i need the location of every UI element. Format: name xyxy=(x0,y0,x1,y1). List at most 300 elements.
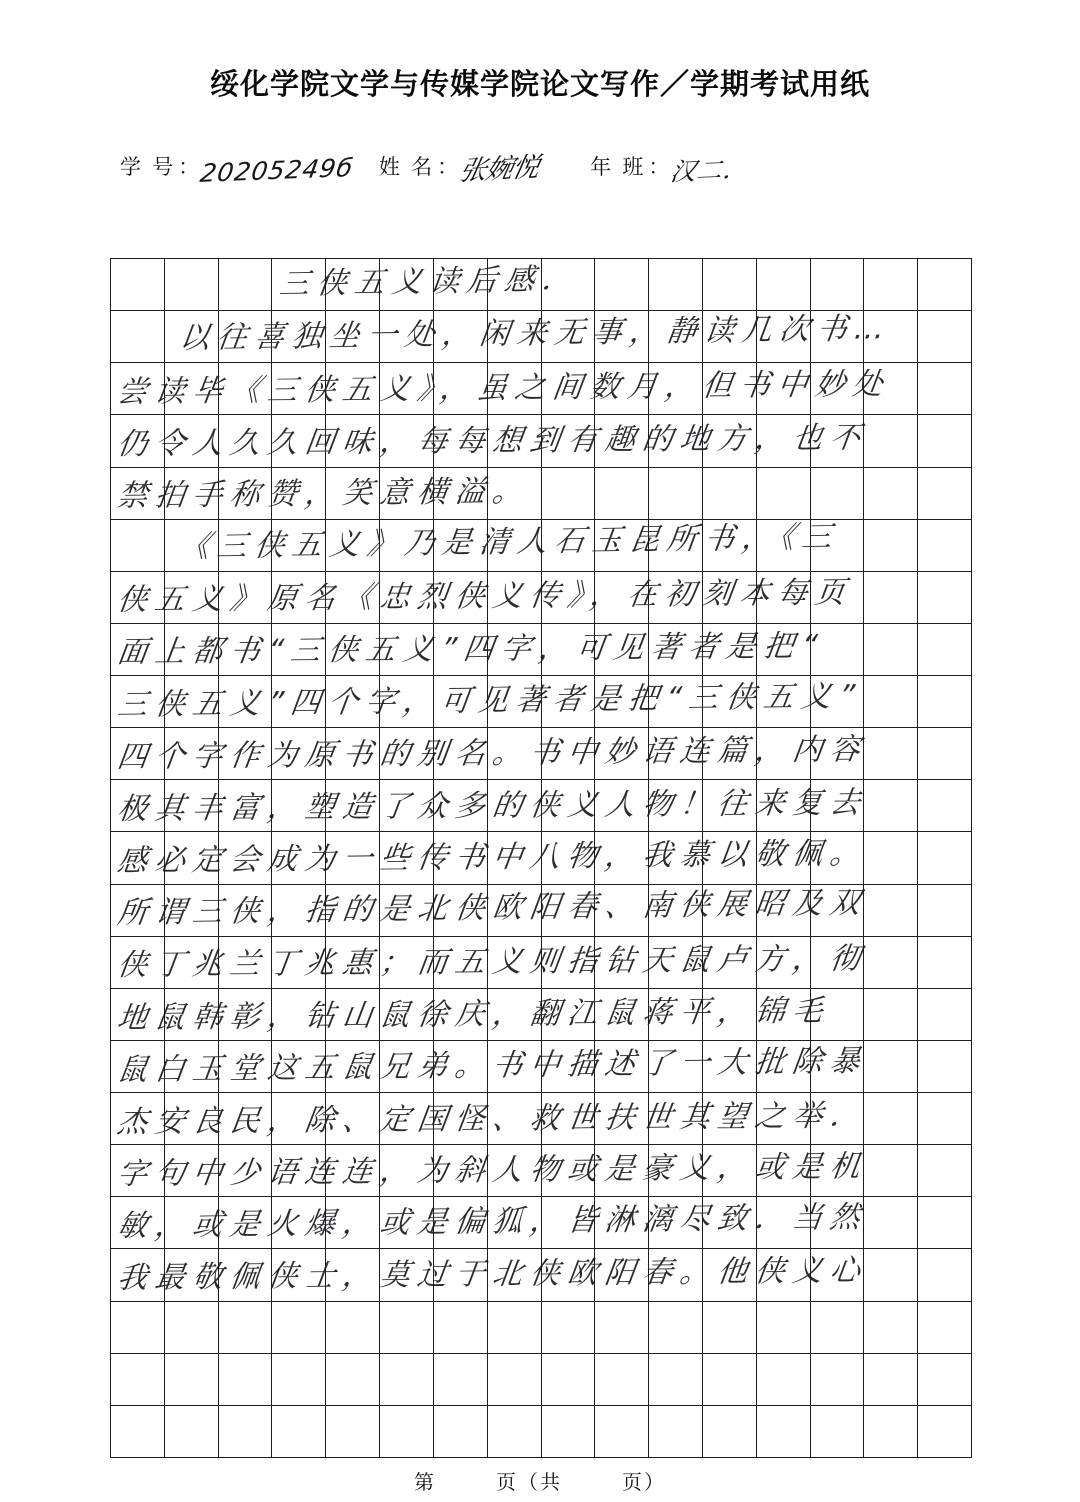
grid-cell xyxy=(918,884,972,936)
student-id-colon: ： xyxy=(178,155,200,179)
grid-cell xyxy=(595,311,649,363)
grid-cell xyxy=(702,780,756,832)
grid-cell xyxy=(756,1040,810,1092)
handwriting-line: 《三侠五义》乃是清人石玉昆所书，《三 xyxy=(177,519,842,565)
grid-cell xyxy=(810,988,864,1040)
grid-cell xyxy=(810,1405,864,1457)
grid-cell xyxy=(864,571,918,623)
grid-cell xyxy=(649,415,703,467)
grid-cell xyxy=(702,363,756,415)
grid-cell xyxy=(756,676,810,728)
grid-cell xyxy=(433,676,487,728)
grid-cell xyxy=(487,311,541,363)
grid-cell xyxy=(272,936,326,988)
grid-cell xyxy=(111,623,165,675)
grid-cell xyxy=(541,259,595,311)
grid-cell xyxy=(595,728,649,780)
grid-cell xyxy=(111,1145,165,1197)
grid-cell xyxy=(218,780,272,832)
grid-cell xyxy=(164,1249,218,1301)
grid-cell xyxy=(649,259,703,311)
grid-cell xyxy=(111,311,165,363)
grid-cell xyxy=(487,988,541,1040)
grid-row xyxy=(111,936,972,988)
grid-cell xyxy=(756,1145,810,1197)
grid-cell xyxy=(918,936,972,988)
handwriting-line: 鼠白玉堂这五鼠兄弟。书中描述了一大批除暴 xyxy=(115,1043,870,1088)
grid-cell xyxy=(164,259,218,311)
grid-cell xyxy=(810,728,864,780)
grid-cell xyxy=(702,1093,756,1145)
grid-cell xyxy=(111,467,165,519)
grid-cell xyxy=(218,467,272,519)
grid-cell xyxy=(918,363,972,415)
grid-cell xyxy=(111,259,165,311)
grid-cell xyxy=(702,832,756,884)
grid-cell xyxy=(595,259,649,311)
grid-cell xyxy=(380,519,434,571)
grid-cell xyxy=(218,1405,272,1457)
grid-cell xyxy=(326,415,380,467)
grid-cell xyxy=(756,571,810,623)
handwriting-line: 我最敬佩侠士，莫过于北侠欧阳春。他侠义心 xyxy=(115,1253,870,1297)
grid-cell xyxy=(272,623,326,675)
handwriting-line: 感必定会成为一些传书中八物，我慕以敬佩。 xyxy=(115,836,870,880)
grid-row xyxy=(111,1093,972,1145)
grid-cell xyxy=(702,311,756,363)
grid-cell xyxy=(272,571,326,623)
grid-cell xyxy=(756,623,810,675)
grid-cell xyxy=(433,1301,487,1353)
grid-cell xyxy=(111,1249,165,1301)
grid-cell xyxy=(326,1301,380,1353)
grid-cell xyxy=(326,571,380,623)
grid-cell xyxy=(756,1353,810,1405)
grid-row xyxy=(111,1353,972,1405)
grid-cell xyxy=(380,467,434,519)
grid-cell xyxy=(380,1353,434,1405)
grid-cell xyxy=(864,259,918,311)
grid-cell xyxy=(702,1353,756,1405)
grid-cell xyxy=(918,988,972,1040)
grid-cell xyxy=(272,988,326,1040)
grid-cell xyxy=(649,1353,703,1405)
grid-cell xyxy=(756,415,810,467)
grid-cell xyxy=(487,1353,541,1405)
grid-cell xyxy=(380,728,434,780)
grid-cell xyxy=(380,363,434,415)
grid-cell xyxy=(272,728,326,780)
grid-cell xyxy=(164,1197,218,1249)
grid-cell xyxy=(380,1249,434,1301)
grid-cell xyxy=(864,884,918,936)
grid-cell xyxy=(164,1301,218,1353)
grid-cell xyxy=(918,780,972,832)
grid-cell xyxy=(164,363,218,415)
handwriting-line: 尝读毕《三侠五义》，虽之间数月，但书中妙处 xyxy=(115,366,893,410)
grid-cell xyxy=(164,571,218,623)
grid-cell xyxy=(272,415,326,467)
grid-cell xyxy=(541,676,595,728)
grid-cell xyxy=(272,519,326,571)
grid-cell xyxy=(702,1405,756,1457)
handwriting-line: 侠丁兆兰丁兆惠；而五义则指钻天鼠卢方，彻 xyxy=(115,941,870,984)
grid-cell xyxy=(487,1145,541,1197)
grid-cell xyxy=(326,1405,380,1457)
grid-cell xyxy=(595,1197,649,1249)
grid-row xyxy=(111,676,972,728)
grid-cell xyxy=(918,1145,972,1197)
grid-cell xyxy=(595,1249,649,1301)
grid-cell xyxy=(326,467,380,519)
grid-cell xyxy=(756,832,810,884)
grid-cell xyxy=(756,519,810,571)
grid-cell xyxy=(380,1197,434,1249)
grid-cell xyxy=(756,1249,810,1301)
grid-cell xyxy=(810,780,864,832)
grid-cell xyxy=(433,519,487,571)
grid-cell xyxy=(756,780,810,832)
grid-cell xyxy=(433,1405,487,1457)
grid-cell xyxy=(649,728,703,780)
grid-cell xyxy=(756,259,810,311)
grid-cell xyxy=(487,259,541,311)
grid-cell xyxy=(164,884,218,936)
grid-cell xyxy=(595,623,649,675)
grid-cell xyxy=(810,1093,864,1145)
grid-cell xyxy=(326,1093,380,1145)
grid-cell xyxy=(272,832,326,884)
grid-row xyxy=(111,467,972,519)
grid-cell xyxy=(218,415,272,467)
grid-cell xyxy=(164,311,218,363)
grid-cell xyxy=(918,571,972,623)
grid-cell xyxy=(702,259,756,311)
grid-cell xyxy=(649,311,703,363)
grid-cell xyxy=(702,571,756,623)
footer-middle: 页（共 xyxy=(496,1472,562,1494)
grid-cell xyxy=(810,1145,864,1197)
grid-cell xyxy=(541,1145,595,1197)
grid-cell xyxy=(272,1301,326,1353)
grid-cell xyxy=(433,780,487,832)
grid-cell xyxy=(433,467,487,519)
grid-cell xyxy=(864,311,918,363)
grid-cell xyxy=(649,467,703,519)
grid-cell xyxy=(111,884,165,936)
grid-cell xyxy=(433,363,487,415)
student-info-row xyxy=(0,139,1080,188)
grid-cell xyxy=(487,1405,541,1457)
grid-cell xyxy=(864,415,918,467)
grid-cell xyxy=(326,1249,380,1301)
grid-cell xyxy=(487,780,541,832)
grid-row xyxy=(111,832,972,884)
grid-cell xyxy=(756,1093,810,1145)
grid-cell xyxy=(111,832,165,884)
grid-cell xyxy=(810,1197,864,1249)
grid-cell xyxy=(218,884,272,936)
grid-cell xyxy=(218,1197,272,1249)
grid-cell xyxy=(272,780,326,832)
grid-cell xyxy=(272,467,326,519)
grid-cell xyxy=(649,884,703,936)
grid-cell xyxy=(649,519,703,571)
grid-cell xyxy=(918,1197,972,1249)
student-name-value: 张婉悦 xyxy=(456,151,542,188)
footer-suffix: 页） xyxy=(622,1472,666,1494)
grid-cell xyxy=(272,311,326,363)
grid-cell xyxy=(756,936,810,988)
handwriting-line: 侠五义》原名《忠烈侠义传》，在初刻本每页 xyxy=(115,575,855,619)
grid-cell xyxy=(380,1093,434,1145)
footer-prefix: 第 xyxy=(414,1472,436,1494)
grid-cell xyxy=(487,832,541,884)
page-footer xyxy=(0,1466,1080,1495)
grid-cell xyxy=(918,467,972,519)
grid-cell xyxy=(380,259,434,311)
grid-cell xyxy=(702,1249,756,1301)
grid-row xyxy=(111,623,972,675)
grid-cell xyxy=(864,1197,918,1249)
grid-cell xyxy=(272,884,326,936)
grid-cell xyxy=(111,1405,165,1457)
grid-cell xyxy=(864,623,918,675)
grid-cell xyxy=(326,936,380,988)
grid-cell xyxy=(756,884,810,936)
grid-cell xyxy=(810,415,864,467)
grid-cell xyxy=(164,1353,218,1405)
grid-cell xyxy=(326,311,380,363)
grid-cell xyxy=(541,936,595,988)
grid-row xyxy=(111,259,972,311)
grid-cell xyxy=(810,1353,864,1405)
grid-cell xyxy=(541,1197,595,1249)
grid-cell xyxy=(595,1093,649,1145)
handwriting-line: 所谓三侠，指的是北侠欧阳春、南侠展昭及双 xyxy=(115,885,870,932)
grid-cell xyxy=(487,519,541,571)
page-title: 绥化学院文学与传媒学院论文写作／学期考试用纸 xyxy=(209,69,870,101)
grid-cell xyxy=(702,884,756,936)
grid-cell xyxy=(918,259,972,311)
grid-cell xyxy=(541,363,595,415)
grid-cell xyxy=(380,988,434,1040)
grid-cell xyxy=(864,467,918,519)
grid-cell xyxy=(380,1145,434,1197)
grid-cell xyxy=(595,1145,649,1197)
grid-cell xyxy=(218,676,272,728)
grid-cell xyxy=(164,415,218,467)
grid-cell xyxy=(272,1093,326,1145)
grid-cell xyxy=(864,1405,918,1457)
grid-cell xyxy=(702,467,756,519)
grid-cell xyxy=(111,676,165,728)
grid-cell xyxy=(702,519,756,571)
grid-row xyxy=(111,311,972,363)
grid-cell xyxy=(649,832,703,884)
grid-cell xyxy=(164,1040,218,1092)
grid-cell xyxy=(272,1145,326,1197)
grid-cell xyxy=(111,1353,165,1405)
handwriting-line: 面上都书“三侠五义”四字，可见著者是把“ xyxy=(115,629,827,671)
grid-cell xyxy=(218,311,272,363)
grid-cell xyxy=(918,415,972,467)
grid-cell xyxy=(649,623,703,675)
grid-cell xyxy=(756,311,810,363)
grid-cell xyxy=(433,988,487,1040)
grid-cell xyxy=(218,1301,272,1353)
grid-cell xyxy=(702,415,756,467)
grid-cell xyxy=(433,571,487,623)
grid-table xyxy=(110,258,972,1458)
grid-cell xyxy=(864,1040,918,1092)
grid-cell xyxy=(487,1093,541,1145)
class-colon: ： xyxy=(648,155,670,179)
handwriting-line: 四个字作为原书的别名。书中妙语连篇，内容 xyxy=(115,731,870,775)
grid-cell xyxy=(272,1405,326,1457)
grid-cell xyxy=(595,1040,649,1092)
grid-cell xyxy=(595,832,649,884)
grid-cell xyxy=(326,1145,380,1197)
student-id-value: 20205249б xyxy=(198,153,356,188)
grid-cell xyxy=(380,936,434,988)
grid-cell xyxy=(541,571,595,623)
grid-cell xyxy=(649,1197,703,1249)
grid-cell xyxy=(541,884,595,936)
grid-cell xyxy=(487,1249,541,1301)
grid-cell xyxy=(918,1301,972,1353)
grid-cell xyxy=(756,728,810,780)
grid-cell xyxy=(702,623,756,675)
grid-cell xyxy=(649,780,703,832)
grid-cell xyxy=(487,728,541,780)
grid-cell xyxy=(164,1093,218,1145)
grid-cell xyxy=(433,1093,487,1145)
grid-cell xyxy=(164,1145,218,1197)
grid-cell xyxy=(326,259,380,311)
grid-cell xyxy=(541,1040,595,1092)
handwriting-line: 地鼠韩彰，钻山鼠徐庆，翻江鼠蒋平，锦毛 xyxy=(115,993,833,1036)
grid-cell xyxy=(810,571,864,623)
grid-cell xyxy=(433,832,487,884)
grid-cell xyxy=(810,311,864,363)
grid-cell xyxy=(810,467,864,519)
grid-cell xyxy=(487,623,541,675)
grid-cell xyxy=(918,623,972,675)
student-id-field xyxy=(120,151,356,188)
grid-cell xyxy=(487,363,541,415)
grid-cell xyxy=(111,936,165,988)
grid-cell xyxy=(380,780,434,832)
grid-cell xyxy=(595,884,649,936)
grid-cell xyxy=(649,1405,703,1457)
grid-cell xyxy=(595,1405,649,1457)
grid-cell xyxy=(487,936,541,988)
grid-cell xyxy=(541,467,595,519)
grid-cell xyxy=(864,832,918,884)
grid-cell xyxy=(380,832,434,884)
grid-cell xyxy=(218,259,272,311)
grid-cell xyxy=(272,1040,326,1092)
grid-cell xyxy=(595,571,649,623)
grid-cell xyxy=(702,728,756,780)
grid-cell xyxy=(326,832,380,884)
grid-cell xyxy=(326,676,380,728)
handwriting-line: 极其丰富，塑造了众多的侠义人物！往来复去 xyxy=(115,785,870,827)
grid-cell xyxy=(864,780,918,832)
grid-cell xyxy=(218,936,272,988)
grid-cell xyxy=(541,415,595,467)
grid-cell xyxy=(541,1093,595,1145)
grid-cell xyxy=(380,415,434,467)
grid-cell xyxy=(864,1093,918,1145)
grid-cell xyxy=(541,519,595,571)
grid-cell xyxy=(702,1301,756,1353)
grid-cell xyxy=(541,988,595,1040)
grid-cell xyxy=(595,1301,649,1353)
grid-row xyxy=(111,1040,972,1092)
grid-cell xyxy=(864,988,918,1040)
grid-cell xyxy=(649,1093,703,1145)
grid-cell xyxy=(595,519,649,571)
grid-cell xyxy=(380,571,434,623)
grid-cell xyxy=(218,571,272,623)
grid-cell xyxy=(326,1040,380,1092)
grid-cell xyxy=(918,1405,972,1457)
grid-cell xyxy=(756,363,810,415)
grid-cell xyxy=(918,832,972,884)
grid-row xyxy=(111,728,972,780)
grid-cell xyxy=(702,1145,756,1197)
grid-cell xyxy=(218,1040,272,1092)
grid-cell xyxy=(111,415,165,467)
grid-cell xyxy=(595,467,649,519)
grid-cell xyxy=(810,1249,864,1301)
grid-row xyxy=(111,571,972,623)
grid-cell xyxy=(218,1093,272,1145)
grid-cell xyxy=(487,1301,541,1353)
grid-cell xyxy=(380,1405,434,1457)
grid-cell xyxy=(164,988,218,1040)
answer-grid xyxy=(110,258,972,1458)
grid-cell xyxy=(326,780,380,832)
grid-cell xyxy=(541,1405,595,1457)
grid-cell xyxy=(810,884,864,936)
grid-cell xyxy=(810,259,864,311)
grid-cell xyxy=(595,936,649,988)
grid-cell xyxy=(380,676,434,728)
grid-cell xyxy=(111,728,165,780)
grid-cell xyxy=(864,363,918,415)
class-value: 汉二． xyxy=(668,154,752,187)
grid-cell xyxy=(649,1145,703,1197)
grid-cell xyxy=(810,1301,864,1353)
grid-cell xyxy=(864,1353,918,1405)
grid-cell xyxy=(111,519,165,571)
student-name-colon: ： xyxy=(437,155,459,179)
grid-row xyxy=(111,780,972,832)
grid-cell xyxy=(433,1249,487,1301)
grid-cell xyxy=(918,676,972,728)
grid-cell xyxy=(433,1197,487,1249)
grid-cell xyxy=(380,311,434,363)
grid-cell xyxy=(649,363,703,415)
grid-cell xyxy=(864,936,918,988)
grid-row xyxy=(111,363,972,415)
grid-cell xyxy=(810,1040,864,1092)
grid-cell xyxy=(918,1249,972,1301)
grid-cell xyxy=(164,623,218,675)
